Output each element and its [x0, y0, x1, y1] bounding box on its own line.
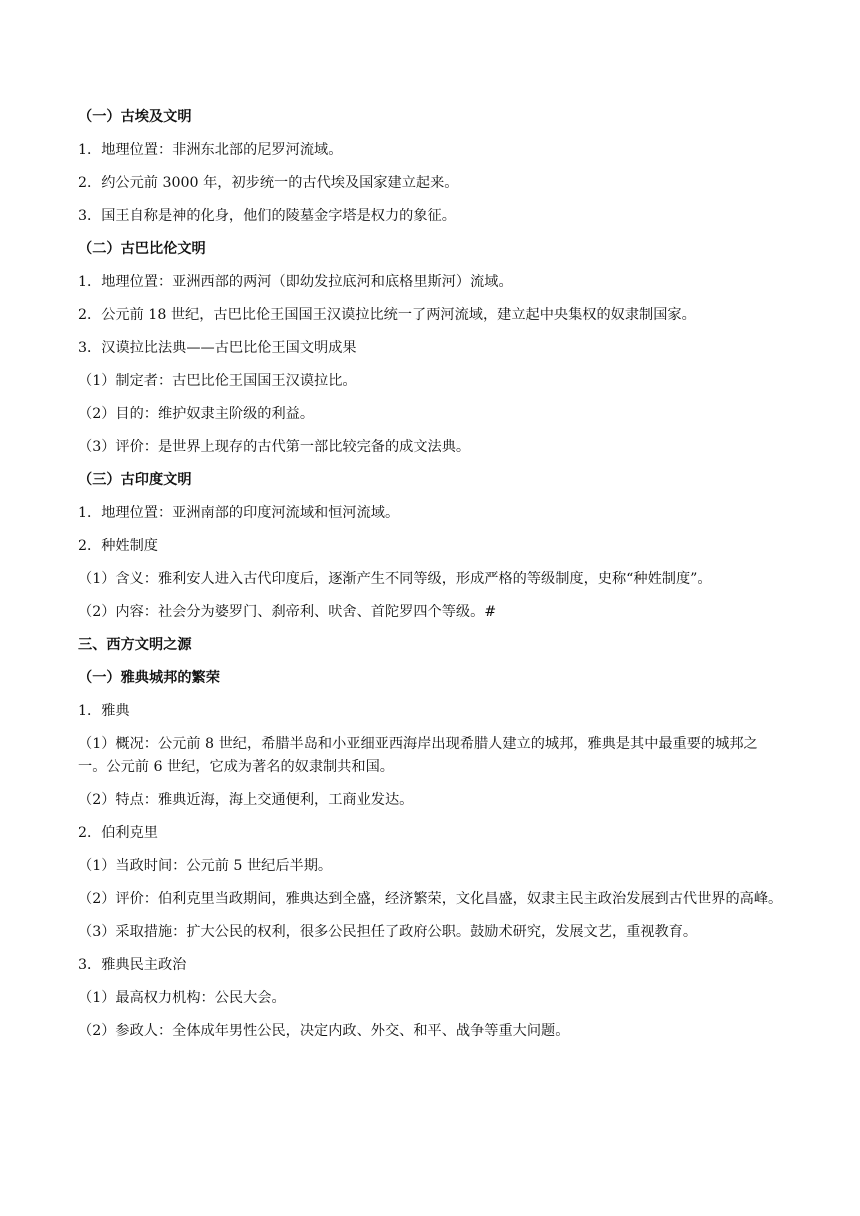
text-line: （1）含义：雅利安人进入古代印度后，逐渐产生不同等级，形成严格的等级制度，史称“种姓制度”。	[78, 571, 712, 587]
text-line: （1）最高权力机构：公民大会。	[78, 990, 286, 1006]
text-line: 2．伯利克里	[78, 825, 158, 841]
text-line: 3．国王自称是神的化身，他们的陵墓金字塔是权力的象征。	[78, 208, 456, 224]
section-heading: （三）古印度文明	[78, 472, 192, 488]
document-body	[78, 106, 784, 1053]
text-line: （1）当政时间：公元前 5 世纪后半期。	[78, 858, 333, 874]
text-line: （3）评价：是世界上现存的古代第一部比较完备的成文法典。	[78, 439, 471, 455]
text-line: 3．雅典民主政治	[78, 957, 187, 973]
text-line: 2．约公元前 3000 年，初步统一的古代埃及国家建立起来。	[78, 175, 459, 191]
text-line: （1）概况：公元前 8 世纪，希腊半岛和小亚细亚西海岸出现希腊人建立的城邦，雅典是其中最重要的城邦之一。公元前 6 世纪，它成为著名的奴隶制共和国。	[78, 736, 758, 775]
section-heading: （一）雅典城邦的繁荣	[78, 670, 220, 686]
text-line: （2）内容：社会分为婆罗门、刹帝利、吠舍、首陀罗四个等级。#	[78, 604, 497, 620]
section-heading: （一）古埃及文明	[78, 109, 192, 125]
text-line: （2）特点：雅典近海，海上交通便利，工商业发达。	[78, 792, 414, 808]
text-line: （3）采取措施：扩大公民的权利，很多公民担任了政府公职。鼓励术研究，发展文艺，重视教育。	[78, 924, 698, 940]
text-line: 3．汉谟拉比法典——古巴比伦王国文明成果	[78, 340, 357, 356]
text-line: 2．公元前 18 世纪，古巴比伦王国国王汉谟拉比统一了两河流域，建立起中央集权的奴隶制国家。	[78, 307, 696, 323]
text-line: 1．地理位置：亚洲西部的两河（即幼发拉底河和底格里斯河）流域。	[78, 274, 513, 290]
text-line: 1．雅典	[78, 703, 130, 719]
text-line: （1）制定者：古巴比伦王国国王汉谟拉比。	[78, 373, 357, 389]
text-line: 2．种姓制度	[78, 538, 158, 554]
text-line: 1．地理位置：非洲东北部的尼罗河流域。	[78, 142, 343, 158]
text-line: 1．地理位置：亚洲南部的印度河流域和恒河流域。	[78, 505, 400, 521]
section-heading: （二）古巴比伦文明	[78, 241, 206, 257]
text-line: （2）参政人：全体成年男性公民，决定内政、外交、和平、战争等重大问题。	[78, 1023, 570, 1039]
section-heading: 三、西方文明之源	[78, 637, 192, 653]
text-line: （2）目的：维护奴隶主阶级的利益。	[78, 406, 315, 422]
text-line: （2）评价：伯利克里当政期间，雅典达到全盛，经济繁荣，文化昌盛，奴隶主民主政治发展到古代世界的高峰。	[78, 891, 783, 907]
